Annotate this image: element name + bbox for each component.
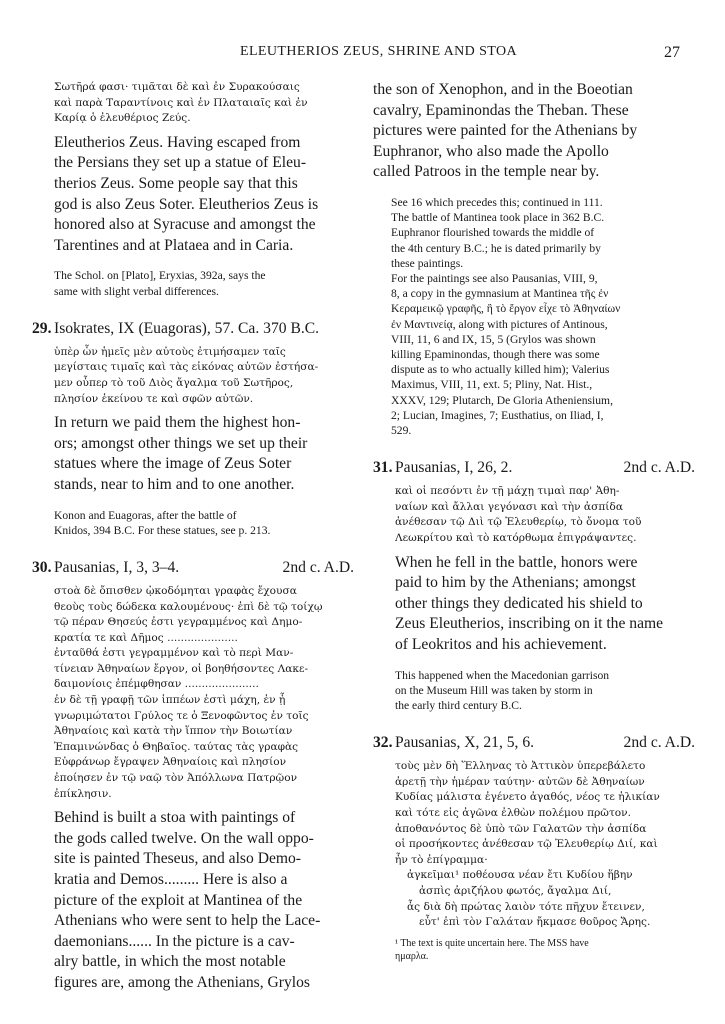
- translation-line: ors; amongst other things we set up their: [54, 434, 308, 452]
- entry-30-heading: [32, 558, 362, 578]
- entry-number: 29.: [32, 319, 52, 337]
- translation-line: When he fell in the battle, honors were: [395, 553, 638, 571]
- translation-line: honored also at Syracuse and amongst the: [54, 216, 316, 234]
- note-line: The battle of Mantinea took place in 362 B.C.: [391, 211, 605, 225]
- note-line: 529.: [391, 424, 412, 438]
- note-line: 8, a copy in the gymnasium at Mantinea τῆς ἐν: [391, 287, 609, 301]
- greek-line: ἀποθανόντος δὲ ὑπὸ τῶν Γαλατῶν τὴν ἀσπίδα: [395, 822, 647, 835]
- footnote-line: ¹ The text is quite uncertain here. The MSS have: [395, 937, 589, 949]
- note-line: ἐν Μαντινείᾳ, along with pictures of Antinous,: [391, 317, 608, 331]
- note-line: See 16 which precedes this; continued in 111.: [391, 195, 603, 209]
- translation-line: pictures were painted for the Athenians by: [373, 122, 638, 140]
- greek-line: ἀρετῇ τὴν ἡμέραν ταύτην· αὐτῶν δὲ Ἀθηναίων: [395, 775, 645, 788]
- note-line: dispute as to who actually killed him); Valerius: [391, 363, 610, 377]
- greek-line: μεν οὗπερ τὸ τοῦ Διὸς ἄγαλμα τοῦ Σωτῆρος,: [54, 376, 294, 389]
- footnote: [395, 937, 703, 963]
- entry-30-note: [391, 195, 703, 438]
- note-line: the 4th century B.C.; he is dated primarily by: [391, 241, 601, 255]
- entry-32-heading: [373, 733, 703, 753]
- translation-line: Eleutherios Zeus. Having escaped from: [54, 133, 301, 151]
- greek-line: τίνειαν Ἀθηναίων ἔργον, οἱ βοηθήσοντες Λακε-: [54, 662, 309, 675]
- greek-line: στοὰ δὲ ὄπισθεν ᾠκοδόμηται γραφὰς ἔχουσα: [54, 584, 297, 597]
- entry-source: Pausanias, I, 3, 3–4.: [54, 558, 180, 576]
- entry-29-heading: [32, 319, 362, 339]
- note-line: XXXV, 129; Plutarch, De Gloria Atheniensium,: [391, 393, 613, 407]
- greek-line: ναίων καὶ ἄλλαι γεγόνασι καὶ τὴν ἀσπίδα: [395, 500, 623, 513]
- entry-date: 2nd c. A.D.: [623, 459, 695, 477]
- verse-line: εὖτ' ἐπὶ τὸν Γαλάταν ἤκμασε θοῦρος Ἄρης.: [419, 916, 651, 929]
- intro-note: [54, 268, 362, 298]
- right-column: [373, 80, 703, 963]
- greek-line: ἐν δὲ τῇ γραφῇ τῶν ἱππέων ἐστὶ μάχη, ἐν ᾗ: [54, 694, 286, 707]
- greek-line: πλησίον ἐκείνου τε καὶ σφῶν αὐτῶν.: [54, 392, 254, 405]
- note-line: The Schol. on [Plato], Eryxias, 392a, says the: [54, 269, 266, 283]
- greek-line: γνωριμώτατοι Γρύλος τε ὁ Ξενοφῶντος ἐν τοῖς: [54, 709, 309, 722]
- greek-line: καὶ παρὰ Ταραντίνοις καὶ ἐν Πλαταιαῖς καὶ ἐν: [54, 96, 308, 109]
- running-title: ELEUTHERIOS ZEUS, SHRINE AND STOA: [240, 44, 517, 59]
- translation-line: Tarentines and at Plataea and in Caria.: [54, 236, 294, 254]
- left-column: [32, 80, 362, 994]
- note-line: on the Museum Hill was taken by storm in: [395, 683, 593, 697]
- greek-line: Ἀθηναίοις καὶ κατὰ τὴν ἵππον τὴν Βοιωτίαν: [54, 725, 293, 738]
- greek-line: Κυδίας μάλιστα ἐγένετο ἀγαθός, νέος τε ἡλικίαν: [395, 791, 660, 804]
- note-line: killing Epaminondas, though there was some: [391, 348, 600, 361]
- entry-31-translation: [395, 553, 703, 656]
- greek-line: ἐνταῦθά ἐστι γεγραμμένον καὶ τὸ περὶ Μαν-: [54, 647, 294, 660]
- note-line: Euphranor flourished towards the middle of: [391, 226, 595, 240]
- page-number: 27: [664, 44, 680, 61]
- translation-line: therios Zeus. Some people say that this: [54, 174, 298, 192]
- entry-date: 2nd c. A.D.: [282, 558, 354, 576]
- note-line: Κεραμεικῷ γραφῆς, ἣ τὸ ἔργον εἶχε τὸ Ἀθηναίων: [391, 302, 621, 316]
- verse-line: ἇς διὰ δὴ πρώτας λαιὸν τότε πῆχυν ἔτεινεν,: [407, 900, 645, 913]
- translation-line: called Patroos in the temple near by.: [373, 163, 600, 181]
- entry-29-greek: [54, 345, 362, 407]
- greek-line: Ἐπαμινώνδας ὁ Θηβαῖος. ταύτας τὰς γραφὰς: [54, 740, 299, 753]
- translation-line: stands, near to him and to one another.: [54, 475, 295, 493]
- entry-date: 2nd c. A.D.: [623, 734, 695, 752]
- note-line: these paintings.: [391, 256, 464, 270]
- translation-line: site is painted Theseus, and also Demo-: [54, 850, 301, 868]
- translation-line: Behind is built a stoa with paintings of: [54, 809, 296, 827]
- intro-greek-text: [54, 80, 362, 127]
- translation-line: Euphranor, who also made the Apollo: [373, 142, 609, 160]
- translation-line: other things they dedicated his shield to: [395, 594, 643, 612]
- greek-line: Καρίᾳ ὁ ἐλευθέριος Ζεύς.: [54, 112, 191, 125]
- entry-source: Pausanias, X, 21, 5, 6.: [395, 734, 535, 752]
- entry-source: Pausanias, I, 26, 2.: [395, 459, 513, 477]
- entry-31-note: [395, 668, 703, 714]
- translation-line: statues where the image of Zeus Soter: [54, 455, 292, 473]
- greek-line: Λεωκρίτου καὶ τὸ κατόρθωμα ἐπιγράψαντες.: [395, 532, 637, 544]
- entry-number: 31.: [373, 459, 393, 477]
- note-line: This happened when the Macedonian garrison: [395, 668, 610, 682]
- translation-line: kratia and Demos......... Here is also a: [54, 871, 288, 888]
- entry-29-translation: [54, 413, 362, 495]
- translation-line: cavalry, Epaminondas the Theban. These: [373, 101, 629, 119]
- greek-line: δαιμονίοις ἐπέμφθησαν ......................: [54, 678, 259, 691]
- translation-line: Athenians who were sent to help the Lace-: [54, 912, 321, 930]
- translation-line: the son of Xenophon, and in the Boeotian: [373, 81, 633, 98]
- entry-30-greek: [54, 584, 362, 802]
- note-line: For the paintings see also Pausanias, VIII, 9,: [391, 271, 598, 285]
- note-line: Maximus, VIII, 11, ext. 5; Pliny, Nat. Hist.,: [391, 378, 593, 392]
- greek-line: κρατία τε καὶ Δῆμος .....................: [54, 631, 238, 644]
- intro-translation: [54, 133, 362, 257]
- greek-line: τοὺς μὲν δὴ Ἕλληνας τὸ Ἀττικὸν ὑπερεβάλετο: [395, 760, 646, 773]
- greek-line: καὶ οἱ πεσόντι ἐν τῇ μάχῃ τιμαὶ παρ' Ἀθη-: [395, 485, 620, 498]
- entry-32-greek: [395, 759, 703, 931]
- greek-line: ἀνέθεσαν τῷ Διὶ τῷ Ἐλευθερίῳ, τὸ ὄνομα τοῦ: [395, 516, 642, 529]
- note-line: 2; Lucian, Imagines, 7; Eusthatius, on Iliad, I,: [391, 408, 604, 422]
- greek-line: Εὐφράνωρ ἔγραψεν Ἀθηναίοις καὶ πλησίον: [54, 756, 287, 769]
- greek-line: μεγίσταις τιμαῖς καὶ τὰς εἰκόνας αὐτῶν ἐστήσα-: [54, 361, 319, 374]
- entry-31-heading: [373, 458, 703, 478]
- translation-line: alry battle, in which the most notable: [54, 953, 286, 971]
- translation-line: the gods called twelve. On the wall oppo-: [54, 829, 314, 847]
- entry-number: 32.: [373, 734, 393, 752]
- entry-31-greek: [395, 484, 703, 546]
- greek-line: ἐπίκλησιν.: [54, 787, 112, 800]
- note-line: VIII, 11, 6 and IX, 15, 5 (Grylos was shown: [391, 332, 596, 346]
- greek-line: ἐποίησεν ἐν τῷ ναῷ τὸν Ἀπόλλωνα Πατρῷον: [54, 772, 298, 785]
- translation-line: daemonians...... In the picture is a cav-: [54, 932, 295, 950]
- verse-line: ἀγκεῖμαι¹ ποθέουσα νέαν ἔτι Κυδίου ἥβην: [407, 869, 633, 882]
- greek-line: ὑπὲρ ὧν ἡμεῖς μὲν αὐτοὺς ἐτιμήσαμεν ταῖς: [54, 345, 286, 358]
- note-line: the early third century B.C.: [395, 698, 522, 712]
- translation-line: figures are, among the Athenians, Grylos: [54, 973, 310, 991]
- entry-number: 30.: [32, 558, 52, 576]
- greek-line: Σωτῆρά φασι· τιμᾶται δὲ καὶ ἐν Συρακούσαις: [54, 81, 300, 93]
- page-header: [60, 44, 680, 66]
- greek-line: τῷ πέραν Θησεύς ἐστι γεγραμμένος καὶ Δημο-: [54, 616, 303, 629]
- note-line: Konon and Euagoras, after the battle of: [54, 508, 237, 522]
- note-line: Knidos, 394 B.C. For these statues, see p. 213.: [54, 523, 271, 537]
- note-line: same with slight verbal differences.: [54, 284, 219, 298]
- greek-line: οἱ προσήκοντες ἀνέθεσαν τῷ Ἐλευθερίῳ Διί, καὶ: [395, 838, 658, 851]
- entry-30-translation-continued: [373, 80, 703, 183]
- entry-source: Isokrates, IX (Euagoras), 57. Ca. 370 B.C.: [54, 319, 320, 337]
- greek-line: ἦν τὸ ἐπίγραμμα·: [395, 853, 488, 866]
- translation-line: Zeus Eleutherios, inscribing on it the name: [395, 615, 664, 633]
- translation-line: of Leokritos and his achievement.: [395, 635, 607, 653]
- verse-line: ἀσπὶς ἀριζήλου φωτός, ἄγαλμα Διί,: [419, 884, 612, 897]
- translation-line: picture of the exploit at Mantinea of the: [54, 891, 303, 909]
- translation-line: In return we paid them the highest hon-: [54, 414, 301, 432]
- entry-30-translation: [54, 808, 362, 993]
- greek-line: θεοὺς τοὺς δώδεκα καλουμένους· ἐπὶ δὲ τῷ τοίχῳ: [54, 600, 323, 613]
- translation-line: the Persians they set up a statue of Eleu-: [54, 154, 307, 172]
- translation-line: god is also Zeus Soter. Eleutherios Zeus is: [54, 195, 319, 213]
- translation-line: paid to him by the Athenians; amongst: [395, 574, 636, 592]
- footnote-line: ημαρλα.: [395, 950, 429, 962]
- greek-line: καὶ τότε εἰς ἀγῶνα ἐλθὼν πολέμου πρῶτον.: [395, 806, 631, 819]
- entry-29-note: [54, 508, 362, 538]
